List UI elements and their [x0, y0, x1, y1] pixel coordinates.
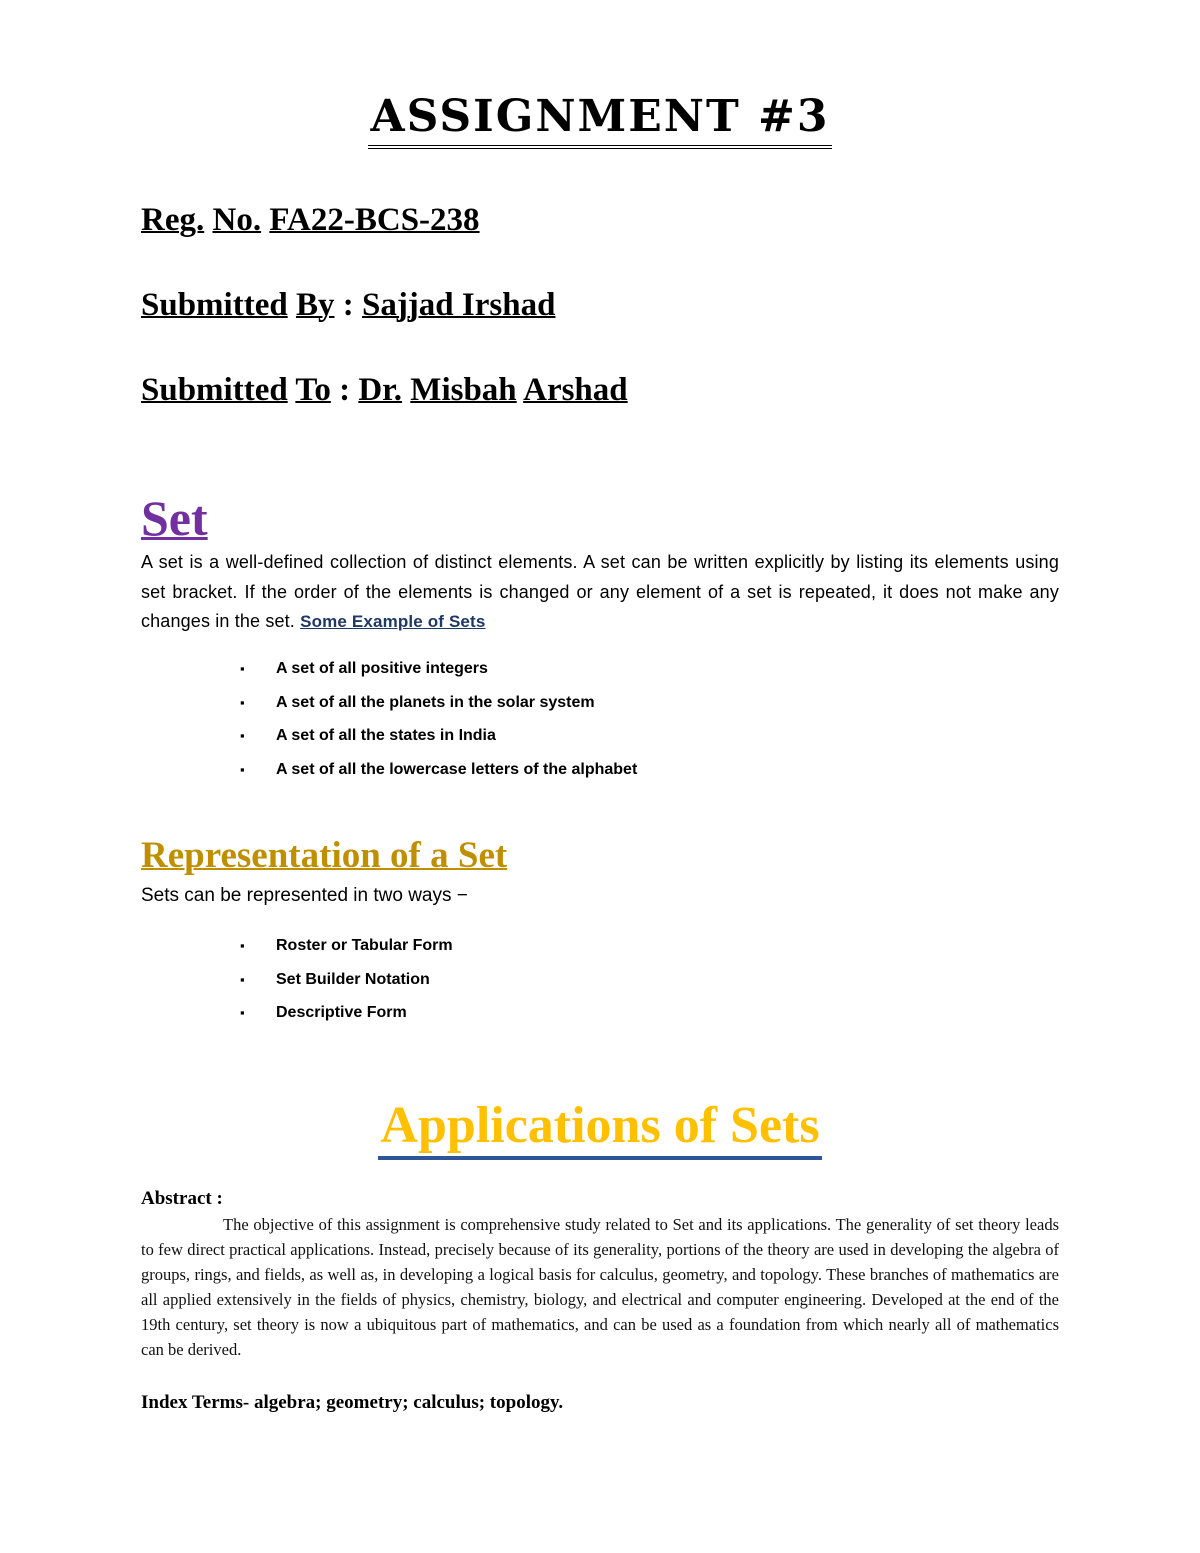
- to-value-1: Dr.: [358, 372, 403, 408]
- set-heading: Set: [141, 490, 208, 546]
- list-item: ▪ A set of all the states in India: [240, 723, 637, 757]
- reg-label-1: Reg.: [141, 202, 205, 238]
- abstract-body: The objective of this assignment is comprehensive study related to Set and its applications. The generality of set theory leads to few direct practical applications. Instead, precisely because of its generality, portions of the theory are used in developing the algebra of groups, rings, and fields, as well as, in developing a logical basis for calculus, geometry, and topology. These branches of mathematics are all applied extensively in the fields of physics, chemistry, biology, and electrical and computer engineering. Developed at the end of the 19th century, set theory is now a ubiquitous part of mathematics, and can be used as a foundation from which nearly all of mathematics can be derived.: [141, 1215, 1059, 1359]
- list-item: ▪ A set of all positive integers: [240, 656, 637, 690]
- to-label-2: To: [295, 372, 331, 408]
- by-label-2: By: [295, 287, 335, 323]
- to-colon: :: [339, 372, 351, 408]
- list-item: ▪ A set of all the planets in the solar system: [240, 690, 637, 724]
- bullet-icon: ▪: [240, 728, 245, 743]
- applications-heading: Applications of Sets: [0, 1095, 1200, 1157]
- bullet-icon: ▪: [240, 938, 245, 953]
- reg-label-2: No.: [212, 202, 262, 238]
- list-item: ▪ A set of all the lowercase letters of the alphabet: [240, 757, 637, 791]
- set-definition-text: A set is a well-defined collection of distinct elements. A set can be written explicitly by listing its elements using set bracket. If the order of the elements is changed or any element of a set is repeated, it does not make any changes in the set.: [141, 552, 1059, 631]
- to-value-2: Misbah: [410, 372, 517, 408]
- representation-heading: Representation of a Set: [141, 835, 508, 876]
- representation-forms-list: [240, 933, 453, 1034]
- some-example-of-sets-link[interactable]: Some Example of Sets: [300, 612, 486, 631]
- by-label-1: Submitted: [141, 287, 288, 323]
- list-item: ▪ Descriptive Form: [240, 1000, 453, 1034]
- assignment-title: ASSIGNMENT #3: [0, 88, 1200, 146]
- list-item: ▪ Set Builder Notation: [240, 967, 453, 1001]
- submitted-to-line: [141, 370, 628, 410]
- by-colon: :: [342, 287, 354, 323]
- reg-value: FA22-BCS-238: [269, 202, 480, 238]
- to-label-1: Submitted: [141, 372, 288, 408]
- bullet-icon: ▪: [240, 1005, 245, 1020]
- representation-intro: Sets can be represented in two ways −: [141, 885, 468, 906]
- reg-no-line: [141, 200, 480, 240]
- bullet-icon: ▪: [240, 761, 245, 777]
- bullet-icon: ▪: [240, 694, 245, 710]
- to-value-3: Arshad: [523, 372, 628, 408]
- submitted-by-line: [141, 285, 555, 325]
- submitted-by-value: Sajjad Irshad: [361, 287, 556, 323]
- list-item: ▪ Roster or Tabular Form: [240, 933, 453, 967]
- bullet-icon: ▪: [240, 661, 245, 676]
- bullet-icon: ▪: [240, 971, 245, 987]
- abstract-label: Abstract :: [141, 1188, 223, 1209]
- index-terms: Index Terms- algebra; geometry; calculus; topology.: [141, 1392, 564, 1413]
- set-examples-list: [240, 656, 637, 790]
- set-definition-paragraph: [141, 548, 1059, 637]
